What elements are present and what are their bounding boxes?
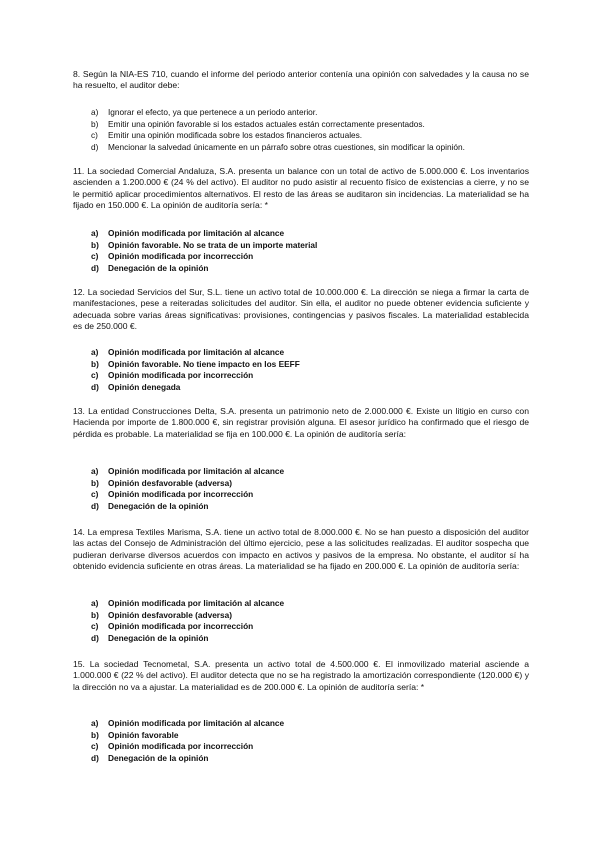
- question-text: 11. La sociedad Comercial Andaluza, S.A. presenta un balance con un total de activo de 5.000.000 €. Los inventarios ascienden a 1.200.000 € (24 % del activo). El auditor no pudo asistir al recuento físico de existencias a cierre, y no se le permitió aplicar procedimientos alternativos. El resto de las áreas se auditaron sin incidencias. La materialidad se ha fijado en 150.000 €. La opinión de auditoría sería: *: [73, 166, 529, 211]
- question-13: [73, 406, 529, 511]
- option-a[interactable]: a) Opinión modificada por limitación al alcance: [91, 466, 285, 476]
- option-d[interactable]: d) Denegación de la opinión: [91, 632, 209, 643]
- option-b[interactable]: b) Opinión favorable. No se trata de un importe material: [91, 239, 318, 250]
- option-c[interactable]: c) Opinión modificada por incorrección: [91, 621, 254, 632]
- option-list: [91, 718, 284, 764]
- question-text: 8. Según la NIA-ES 710, cuando el informe del periodo anterior contenía una opinión con salvedades y la causa no se ha resuelto, el auditor debe:: [73, 69, 529, 91]
- option-c[interactable]: c) Opinión modificada por incorrección: [91, 741, 254, 752]
- option-d[interactable]: d) Denegación de la opinión: [91, 500, 209, 511]
- option-d[interactable]: d) Denegación de la opinión: [91, 262, 209, 273]
- option-list: [91, 347, 300, 393]
- question-text: 12. La sociedad Servicios del Sur, S.L. tiene un activo total de 10.000.000 €. La dirección se niega a firmar la carta de manifestaciones, pese a reiteradas solicitudes del auditor. Sin ella, el auditor no puede obtener evidencia suficiente y adecuada sobre varias áreas significativas: provisiones, contingencias y pasivos fiscales. La materialidad establecida es de 250.000 €.: [73, 287, 529, 332]
- option-list: [91, 466, 284, 512]
- option-b[interactable]: b) Emitir una opinión favorable si los estados actuales están correctamente presentados.: [91, 118, 425, 129]
- option-d[interactable]: d) Mencionar la salvedad únicamente en un párrafo sobre otras cuestiones, sin modificar la opinión.: [91, 141, 465, 152]
- option-a[interactable]: a) Opinión modificada por limitación al alcance: [91, 347, 285, 357]
- option-c[interactable]: c) Opinión modificada por incorrección: [91, 251, 254, 262]
- option-c[interactable]: c) Opinión modificada por incorrección: [91, 370, 254, 381]
- option-b[interactable]: b) Opinión favorable. No tiene impacto en los EEFF: [91, 358, 300, 369]
- question-12: [73, 287, 529, 392]
- option-a[interactable]: a) Opinión modificada por limitación al alcance: [91, 228, 285, 238]
- option-a[interactable]: a) Opinión modificada por limitación al alcance: [91, 598, 285, 608]
- question-14: [73, 527, 529, 643]
- option-d[interactable]: d) Denegación de la opinión: [91, 752, 209, 763]
- question-text: 13. La entidad Construcciones Delta, S.A. presenta un patrimonio neto de 2.000.000 €. Existe un litigio en curso con Hacienda por importe de 1.800.000 €, sin registrar provisión alguna. El asesor jurídico ha confirmado que el riesgo de pérdida es probable. La materialidad se fija en 100.000 €. La opinión de auditoría sería:: [73, 406, 529, 439]
- option-b[interactable]: b) Opinión desfavorable (adversa): [91, 477, 233, 488]
- question-8: [73, 69, 529, 152]
- option-a[interactable]: a) Opinión modificada por limitación al alcance: [91, 718, 285, 728]
- option-c[interactable]: c) Emitir una opinión modificada sobre los estados financieros actuales.: [91, 130, 363, 141]
- option-d[interactable]: d) Opinión denegada: [91, 381, 181, 392]
- question-11: [73, 166, 529, 273]
- option-list: [91, 107, 465, 153]
- option-list: [91, 228, 317, 274]
- option-list: [91, 598, 284, 644]
- question-15: [73, 659, 529, 763]
- option-a[interactable]: a) Ignorar el efecto, ya que pertenece a un periodo anterior.: [91, 107, 318, 117]
- option-b[interactable]: b) Opinión favorable: [91, 729, 179, 740]
- option-c[interactable]: c) Opinión modificada por incorrección: [91, 489, 254, 500]
- option-b[interactable]: b) Opinión desfavorable (adversa): [91, 609, 233, 620]
- question-text: 15. La sociedad Tecnometal, S.A. presenta un activo total de 4.500.000 €. El inmovilizado material asciende a 1.000.000 € (22 % del activo). El auditor detecta que no se ha registrado la amortización correspondiente (120.000 €) y la dirección no va a ajustar. La materialidad es de 200.000 €. La opinión de auditoría sería: *: [73, 659, 529, 692]
- question-text: 14. La empresa Textiles Marisma, S.A. tiene un activo total de 8.000.000 €. No se han puesto a disposición del auditor las actas del Consejo de Administración del último ejercicio, pese a las solicitudes realizadas. El auditor sospecha que pudieran derivarse diversos acuerdos con impacto en activos y pasivos de la empresa. No obstante, el auditor sí ha obtenido evidencia suficiente en otras áreas. La materialidad se ha fijado en 200.000 €. La opinión de auditoría sería:: [73, 527, 529, 572]
